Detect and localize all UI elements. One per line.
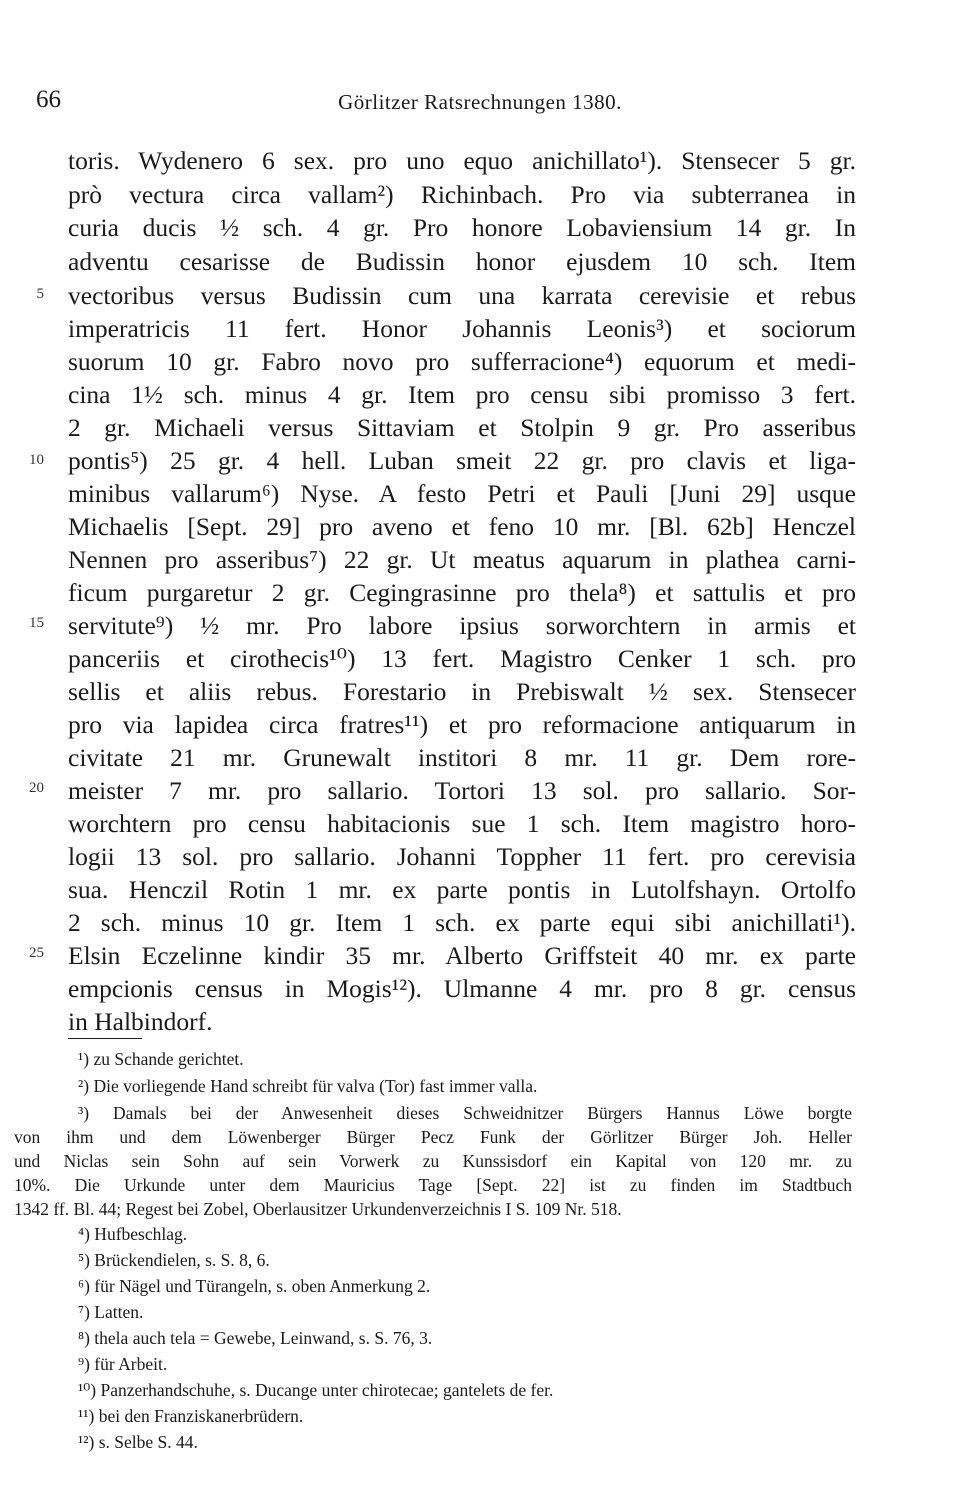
running-header: Görlitzer Ratsrechnungen 1380. — [338, 90, 622, 114]
footnote: ⁷) Latten. — [78, 1302, 144, 1322]
body-line: imperatricis 11 fert. Honor Johannis Leonis³) et sociorum — [68, 314, 856, 343]
body-line: vectoribus versus Budissin cum una karrata cerevisie et rebus — [68, 281, 856, 310]
line-number: 25 — [29, 945, 44, 961]
footnote: ¹) zu Schande gerichtet. — [78, 1049, 244, 1069]
footnote: ⁶) für Nägel und Türangeln, s. oben Anmerkung 2. — [78, 1276, 431, 1296]
line-number: 5 — [36, 286, 44, 302]
footnote: ²) Die vorliegende Hand schreibt für valva (Tor) fast immer valla. — [78, 1076, 538, 1096]
body-line: civitate 21 mr. Grunewalt institori 8 mr. 11 gr. Dem rore- — [68, 743, 856, 772]
footnote: ¹¹) bei den Franziskanerbrüdern. — [78, 1406, 304, 1426]
footnote: ⁸) thela auch tela = Gewebe, Leinwand, s. S. 76, 3. — [78, 1328, 433, 1348]
body-line: 2 gr. Michaeli versus Sittaviam et Stolpin 9 gr. Pro asseribus — [68, 413, 856, 442]
page-number: 66 — [36, 86, 61, 113]
body-line: ficum purgaretur 2 gr. Cegingrasinne pro thela⁸) et sattulis et pro — [68, 578, 856, 607]
body-line: suorum 10 gr. Fabro novo pro sufferracione⁴) equorum et medi- — [68, 347, 856, 376]
body-line: worchtern pro censu habitacionis sue 1 sch. Item magistro horo- — [68, 809, 856, 838]
body-line: curia ducis ½ sch. 4 gr. Pro honore Lobaviensium 14 gr. In — [68, 213, 856, 242]
body-line: toris. Wydenero 6 sex. pro uno equo anichillato¹). Stensecer 5 gr. — [68, 146, 856, 175]
body-line: sellis et aliis rebus. Forestario in Prebiswalt ½ sex. Stensecer — [68, 677, 856, 706]
body-line: pontis⁵) 25 gr. 4 hell. Luban smeit 22 gr. pro clavis et liga- — [68, 446, 856, 475]
body-line: minibus vallarum⁶) Nyse. A festo Petri et Pauli [Juni 29] usque — [68, 479, 856, 508]
footnote: ⁴) Hufbeschlag. — [78, 1224, 188, 1244]
body-line: Nennen pro asseribus⁷) 22 gr. Ut meatus aquarum in plathea carni- — [68, 545, 856, 574]
body-line: 2 sch. minus 10 gr. Item 1 sch. ex parte equi sibi anichillati¹). — [68, 908, 856, 937]
footnote-separator — [68, 1038, 142, 1039]
body-line: in Halbindorf. — [68, 1007, 213, 1036]
body-line: prò vectura circa vallam²) Richinbach. Pro via subterranea in — [68, 180, 856, 209]
body-line: Michaelis [Sept. 29] pro aveno et feno 10 mr. [Bl. 62b] Henczel — [68, 512, 856, 541]
body-line: cina 1½ sch. minus 4 gr. Item pro censu sibi promisso 3 fert. — [68, 380, 856, 409]
body-line: panceriis et cirothecis¹⁰) 13 fert. Magistro Cenker 1 sch. pro — [68, 644, 856, 673]
body-line: empcionis census in Mogis¹²). Ulmanne 4 mr. pro 8 gr. census — [68, 974, 856, 1003]
footnote: und Niclas sein Sohn auf sein Vorwerk zu Kunssisdorf ein Kapital von 120 mr. zu — [14, 1151, 852, 1171]
footnote: ³) Damals bei der Anwesenheit dieses Schweidnitzer Bürgers Hannus Löwe borgte — [78, 1103, 852, 1123]
body-line: pro via lapidea circa fratres¹¹) et pro reformacione antiquarum in — [68, 710, 856, 739]
body-line: meister 7 mr. pro sallario. Tortori 13 sol. pro sallario. Sor- — [68, 776, 856, 805]
footnote: ¹²) s. Selbe S. 44. — [78, 1432, 198, 1452]
footnote: ⁵) Brückendielen, s. S. 8, 6. — [78, 1250, 270, 1270]
body-line: servitute⁹) ½ mr. Pro labore ipsius sorworchtern in armis et — [68, 611, 856, 640]
footnote: von ihm und dem Löwenberger Bürger Pecz Funk der Görlitzer Bürger Joh. Heller — [14, 1127, 852, 1147]
body-line: logii 13 sol. pro sallario. Johanni Toppher 11 fert. pro cerevisia — [68, 842, 856, 871]
line-number: 10 — [29, 452, 44, 468]
footnote: 1342 ff. Bl. 44; Regest bei Zobel, Oberlausitzer Urkundenverzeichnis I S. 109 Nr. 518. — [14, 1199, 622, 1219]
line-number: 20 — [29, 780, 44, 796]
footnote: ⁹) für Arbeit. — [78, 1354, 168, 1374]
footnote: 10%. Die Urkunde unter dem Mauricius Tage [Sept. 22] ist zu finden im Stadtbuch — [14, 1175, 852, 1195]
footnote: ¹⁰) Panzerhandschuhe, s. Ducange unter chirotecae; gantelets de fer. — [78, 1380, 554, 1400]
body-line: adventu cesarisse de Budissin honor ejusdem 10 sch. Item — [68, 247, 856, 276]
line-number: 15 — [29, 615, 44, 631]
body-line: Elsin Eczelinne kindir 35 mr. Alberto Griffsteit 40 mr. ex parte — [68, 941, 856, 970]
body-line: sua. Henczil Rotin 1 mr. ex parte pontis in Lutolfshayn. Ortolfo — [68, 875, 856, 904]
